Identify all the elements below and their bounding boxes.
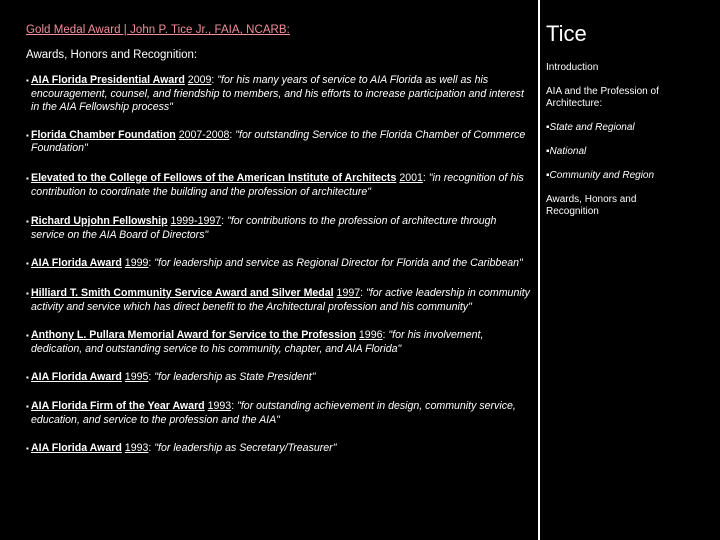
award-item [26,257,531,271]
award-separator: : [229,128,236,141]
award-separator: : [422,171,429,184]
award-citation: "for leadership as Secretary/Treasurer" [154,442,337,455]
nav-item-community-region[interactable]: ▪Community and Region [546,170,655,181]
award-year: 1996 [358,329,383,342]
award-citation: "for contributions to the profession of architecture through service on the AIA Board of Directors" [31,215,497,241]
award-citation: "in recognition of his contribution to coordinate the building and the profession of architecture" [31,171,524,198]
award-separator: : [148,257,155,270]
award-citation: "for his involvement, dedication, and outstanding service to his community, chapter, and AIA Florida" [31,329,484,355]
award-name[interactable]: Florida Chamber Foundation [31,128,176,141]
award-item [26,172,531,199]
award-name[interactable]: AIA Florida Firm of the Year Award [31,399,205,412]
award-citation: "for leadership as State President" [154,371,316,384]
award-name[interactable]: Hilliard T. Smith Community Service Award and Silver Medal [31,286,334,299]
bullet-icon: ▪ [26,444,29,454]
award-item [26,74,531,115]
award-year: 1997 [336,286,361,299]
bullet-icon: ▪ [26,401,29,411]
award-separator: : [221,215,228,228]
award-item [26,329,531,356]
award-name[interactable]: AIA Florida Award [31,257,122,270]
sidebar-nav [546,20,716,218]
nav-item-awards[interactable]: Awards, Honors and Recognition [546,194,637,217]
award-item [26,442,531,456]
award-item [26,287,531,314]
bullet-icon: ▪ [26,288,29,298]
award-year: 2007-2008 [178,128,230,141]
award-citation: "for his many years of service to AIA Florida as well as his encouragement, counsel, and friendship to members, and his efforts to increase participation and interest in the AIA Fellowship process" [31,74,524,114]
award-year: 2001 [399,171,423,184]
award-citation: "for outstanding Service to the Florida Chamber of Commerce Foundation" [31,128,526,155]
bullet-icon: ▪ [26,130,29,140]
award-year: 1995 [124,371,149,384]
bullet-icon: ▪ [26,331,29,341]
award-citation: "for outstanding achievement in design, community service, education, and service to the profession and the AIA" [31,399,516,426]
awards-list [26,74,531,456]
nav-item-state-regional[interactable]: ▪State and Regional [546,122,635,133]
main-content [26,14,531,456]
award-separator: : [148,442,155,455]
award-name[interactable]: Richard Upjohn Fellowship [31,215,168,228]
bullet-icon: ▪ [26,217,29,227]
nav-item-introduction[interactable]: Introduction [546,62,599,73]
award-item [26,400,531,427]
award-item [26,371,531,385]
award-year: 2009 [187,74,212,86]
bullet-icon: ▪ [26,373,29,383]
nav-item-aia-profession[interactable]: AIA and the Profession of Architecture: [546,86,659,109]
award-year: 1993 [124,442,149,455]
nav-item-national[interactable]: ▪National [546,146,587,157]
award-citation: "for leadership and service as Regional Director for Florida and the Caribbean" [154,257,523,270]
award-name[interactable]: Elevated to the College of Fellows of the American Institute of Architects [31,171,397,184]
award-name[interactable]: Anthony L. Pullara Memorial Award for Service to the Profession [31,329,356,342]
award-year: 1999-1997 [170,215,222,228]
award-separator: : [148,371,155,384]
award-separator: : [382,329,389,342]
page-title[interactable]: Gold Medal Award | John P. Tice Jr., FAIA, NCARB: [26,24,290,36]
award-separator: : [360,286,367,299]
bullet-icon: ▪ [26,259,29,269]
award-year: 1999 [124,257,149,270]
award-year: 1993 [207,399,232,412]
bullet-icon: ▪ [26,76,29,85]
section-heading: Awards, Honors and Recognition: [26,49,198,61]
bullet-icon: ▪ [26,173,29,183]
award-item [26,215,531,242]
award-name[interactable]: AIA Florida Award [31,371,122,384]
award-separator: : [211,74,218,86]
award-item [26,129,531,156]
sidebar-title: Tice [546,21,587,46]
award-name[interactable]: AIA Florida Presidential Award [31,74,185,86]
award-separator: : [231,399,238,412]
award-citation: "for active leadership in community activity and service which has direct benefit to the Architectural profession and his community" [31,286,530,313]
award-name[interactable]: AIA Florida Award [31,442,122,455]
sidebar-divider [538,0,540,540]
